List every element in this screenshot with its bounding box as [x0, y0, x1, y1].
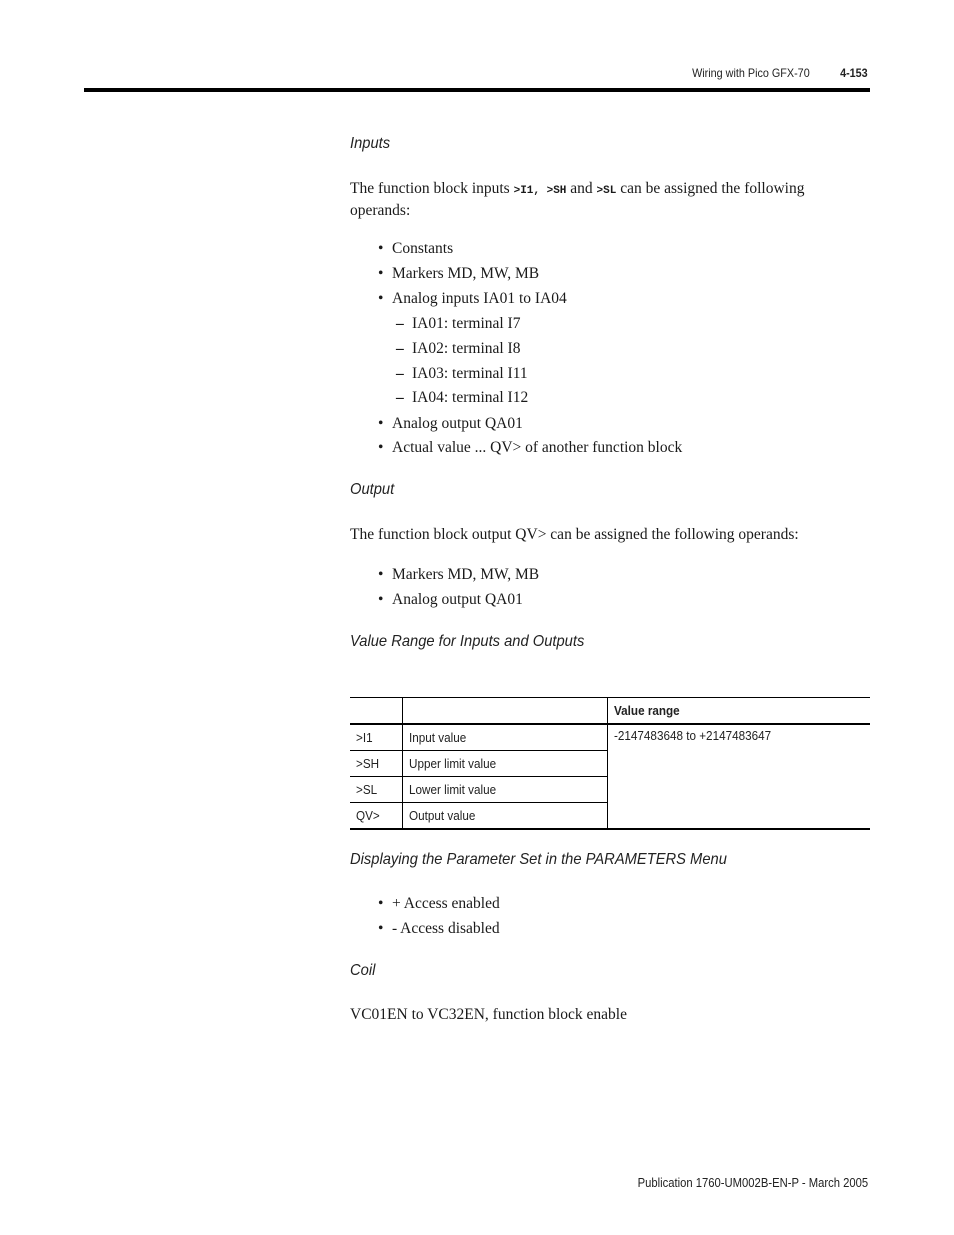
inputs-code-sl: >SL	[596, 185, 617, 197]
list-item: • Markers MD, MW, MB	[378, 265, 540, 282]
list-item: • Analog inputs IA01 to IA04	[378, 290, 567, 307]
table-cell-operand: >SL	[350, 777, 403, 803]
list-item: • Constants	[378, 240, 454, 257]
coil-text: VC01EN to VC32EN, function block enable	[350, 1006, 627, 1023]
value-range-table	[350, 697, 870, 830]
page-footer: Publication 1760-UM002B-EN-P - March 2005	[637, 1176, 868, 1190]
page-number: 4-153	[840, 66, 868, 80]
table-cell-description: Lower limit value	[403, 777, 608, 803]
value-range-heading: Value Range for Inputs and Outputs	[350, 633, 585, 650]
sub-list-item: – IA01: terminal I7	[396, 315, 521, 332]
list-item: • Markers MD, MW, MB	[378, 566, 540, 583]
table-cell-operand: QV>	[350, 803, 403, 830]
sub-list-item: – IA03: terminal I11	[396, 365, 528, 382]
table-cell-range: -2147483648 to +2147483647	[608, 724, 871, 829]
table-header-row	[350, 698, 870, 725]
table-cell-operand: >SH	[350, 751, 403, 777]
header-rule	[84, 88, 870, 92]
inputs-code-i1-sh: >I1, >SH	[513, 185, 567, 197]
table-cell-description: Upper limit value	[403, 751, 608, 777]
inputs-intro: The function block inputs >I1, >SH and >SL can be assigned the following operands:	[350, 180, 805, 219]
sub-list-item: – IA04: terminal I12	[396, 389, 529, 406]
list-item: • Analog output QA01	[378, 591, 523, 608]
list-item: • Actual value ... QV> of another function block	[378, 439, 683, 456]
list-item: • Analog output QA01	[378, 415, 523, 432]
table-cell-operand: >I1	[350, 724, 403, 751]
table-row	[350, 724, 870, 751]
inputs-heading: Inputs	[350, 135, 391, 152]
coil-heading: Coil	[350, 962, 376, 979]
table-header-empty	[350, 698, 403, 725]
parameters-heading: Displaying the Parameter Set in the PARAMETERS Menu	[350, 851, 727, 868]
table-header-empty	[403, 698, 608, 725]
table-cell-description: Input value	[403, 724, 608, 751]
output-heading: Output	[350, 481, 395, 498]
output-intro: The function block output QV> can be assigned the following operands:	[350, 526, 799, 543]
list-item: • + Access enabled	[378, 895, 500, 912]
table-header-value-range: Value range	[608, 698, 871, 725]
sub-list-item: – IA02: terminal I8	[396, 340, 521, 357]
table-cell-description: Output value	[403, 803, 608, 830]
list-item: • - Access disabled	[378, 920, 500, 937]
chapter-title: Wiring with Pico GFX-70	[692, 66, 810, 80]
